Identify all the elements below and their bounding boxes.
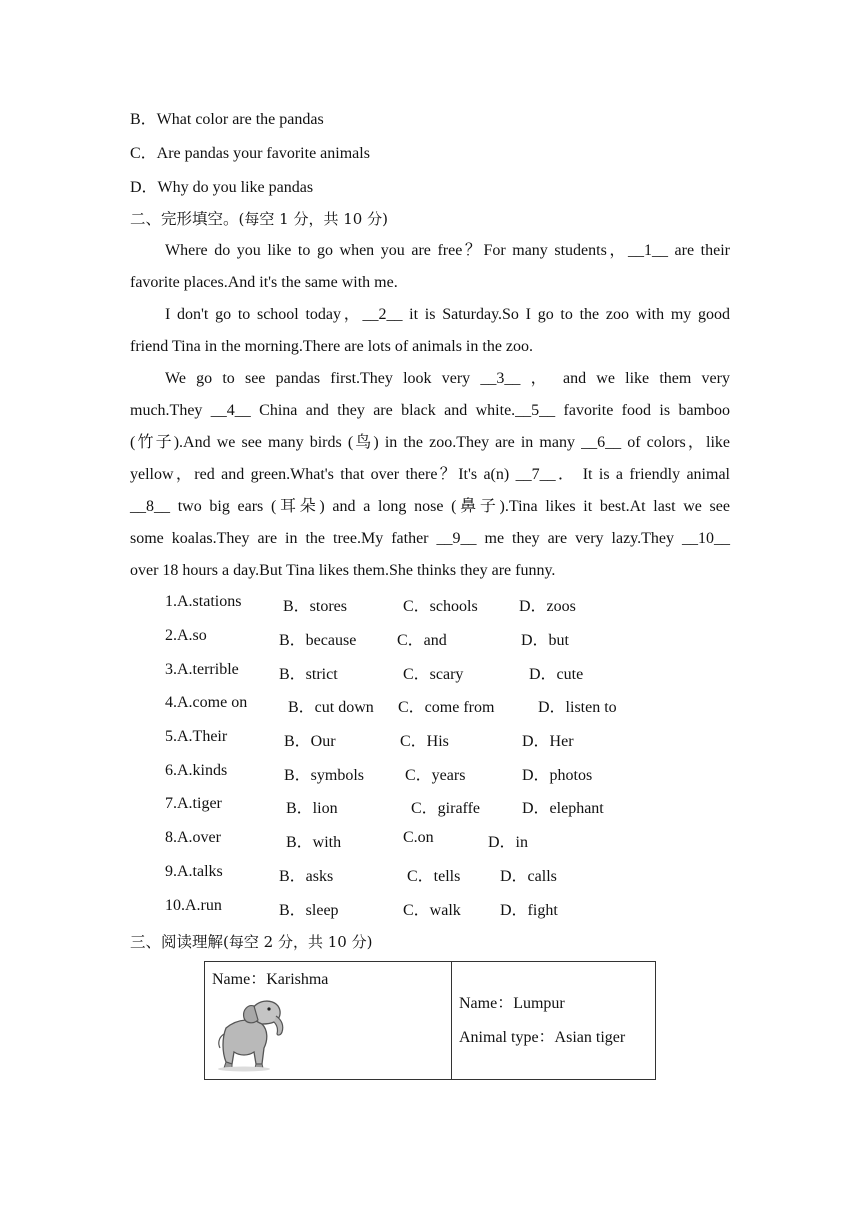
- choice-d: D．fight: [500, 902, 558, 919]
- animal-card-right: [452, 962, 656, 1080]
- animal-type: Animal type：Asian tiger: [459, 1029, 626, 1046]
- section2-title: 二、完形填空。: [130, 210, 239, 228]
- section2-heading: [130, 207, 388, 229]
- choice-a: 4.A.come on: [165, 694, 248, 711]
- choice-c: C．tells: [407, 868, 461, 885]
- choice-c: C．years: [405, 767, 466, 784]
- choice-d: D．elephant: [522, 800, 604, 817]
- choice-d: D．in: [488, 834, 529, 851]
- passage-line: some koalas.They are in the tree.My father __9__ me they are very lazy.They __10__: [130, 530, 730, 547]
- passage-line: favorite places.And it's the same with me.: [130, 274, 398, 291]
- option-c: C．Are pandas your favorite animals: [130, 145, 370, 162]
- section3-score: (每空 2 分，共 10 分): [223, 933, 373, 951]
- choice-c: C．giraffe: [411, 800, 481, 817]
- choice-a: 6.A.kinds: [165, 762, 228, 779]
- choice-c: C．scary: [403, 666, 464, 683]
- passage-line: (竹子).And we see many birds (鸟) in the zoo.They are in many __6__ of colors，like: [130, 434, 730, 451]
- choice-c: C．walk: [403, 902, 461, 919]
- choice-d: D．Her: [522, 733, 574, 750]
- section3-title: 三、阅读理解: [130, 933, 224, 951]
- passage-paragraph-3: [130, 363, 730, 587]
- section2-score: (每空 1 分，共 10 分): [238, 210, 388, 228]
- choice-b: B．cut down: [288, 699, 374, 716]
- choice-d: D．photos: [522, 767, 593, 784]
- elephant-icon: [212, 994, 288, 1072]
- passage-line: much.They __4__ China and they are black and white.__5__ favorite food is bamboo: [130, 402, 730, 419]
- choice-b: B．with: [286, 834, 342, 851]
- passage-line: We go to see pandas first.They look very __3__ ， and we like them very: [165, 370, 730, 387]
- choice-a: 3.A.terrible: [165, 661, 239, 678]
- choice-c: C.on: [403, 829, 434, 846]
- passage-paragraph-2: [130, 299, 730, 363]
- choice-b: B．because: [279, 632, 357, 649]
- choice-d: D．cute: [529, 666, 584, 683]
- choice-b: B．sleep: [279, 902, 339, 919]
- choice-a: 8.A.over: [165, 829, 221, 846]
- choice-b: B．strict: [279, 666, 338, 683]
- choice-a: 5.A.Their: [165, 728, 228, 745]
- choice-a: 9.A.talks: [165, 863, 223, 880]
- choice-a: 2.A.so: [165, 627, 207, 644]
- passage-line: __8__ two big ears (耳朵) and a long nose (鼻子).Tina likes it best.At last we see: [130, 498, 730, 515]
- section3-heading: [130, 930, 372, 952]
- animal-name: Name：Lumpur: [459, 995, 565, 1012]
- passage-paragraph-1: [130, 235, 730, 299]
- choice-c: C．come from: [398, 699, 495, 716]
- animal-card-left: [205, 962, 452, 1080]
- choice-d: D．but: [521, 632, 570, 649]
- choice-c: C．schools: [403, 598, 478, 615]
- choice-a: 1.A.stations: [165, 593, 242, 610]
- choice-b: B．lion: [286, 800, 338, 817]
- choice-d: D．listen to: [538, 699, 617, 716]
- passage-line: Where do you like to go when you are free？For many students，__1__ are their: [165, 242, 730, 259]
- choice-b: B．Our: [284, 733, 336, 750]
- reading-table: [204, 961, 656, 1080]
- choice-b: B．stores: [283, 598, 348, 615]
- passage-line: yellow，red and green.What's that over there？It's a(n) __7__． It is a friendly animal: [130, 466, 730, 483]
- choice-c: C．and: [397, 632, 447, 649]
- passage-line: over 18 hours a day.But Tina likes them.She thinks they are funny.: [130, 562, 556, 579]
- choice-b: B．symbols: [284, 767, 365, 784]
- passage-line: I don't go to school today，__2__ it is Saturday.So I go to the zoo with my good: [165, 306, 730, 323]
- choice-d: D．calls: [500, 868, 557, 885]
- passage-line: friend Tina in the morning.There are lots of animals in the zoo.: [130, 338, 534, 355]
- option-d: D．Why do you like pandas: [130, 179, 314, 196]
- choice-c: C．His: [400, 733, 449, 750]
- choice-d: D．zoos: [519, 598, 576, 615]
- option-b: B．What color are the pandas: [130, 111, 324, 128]
- choice-b: B．asks: [279, 868, 334, 885]
- animal-name: Name：Karishma: [212, 971, 329, 988]
- choice-a: 10.A.run: [165, 897, 222, 914]
- choice-a: 7.A.tiger: [165, 795, 222, 812]
